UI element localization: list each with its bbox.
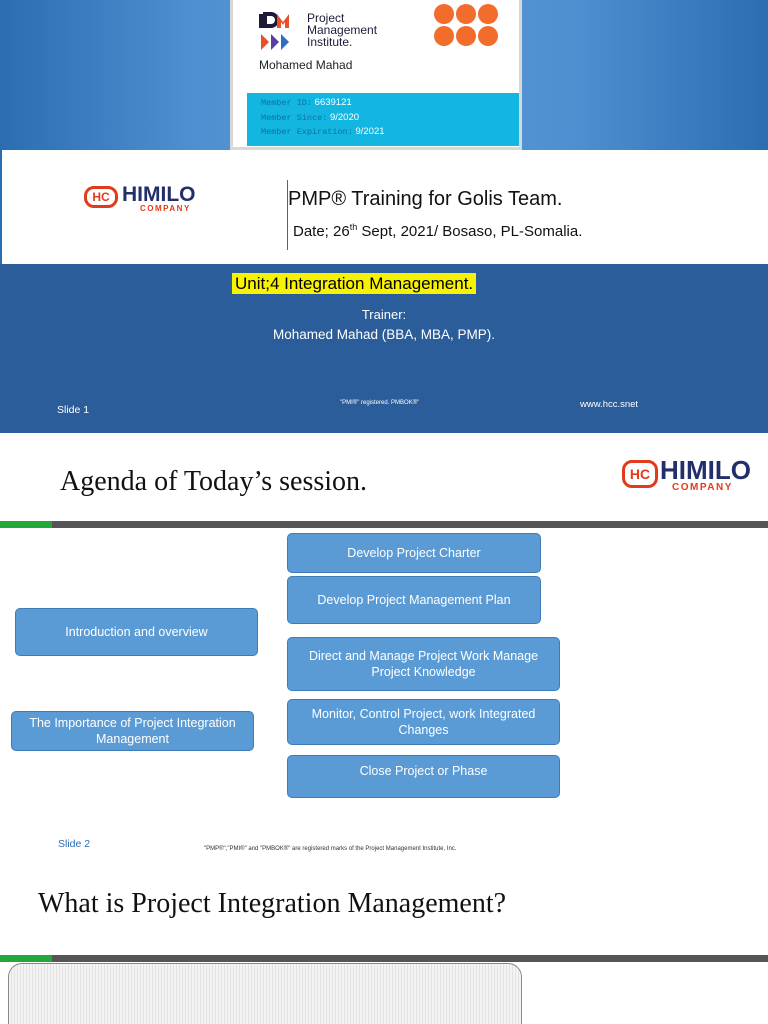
trainer-name: Mohamed Mahad (BBA, MBA, PMP).: [272, 327, 496, 342]
agenda-box-close-project: Close Project or Phase: [287, 755, 560, 798]
agenda-box-introduction: Introduction and overview: [15, 608, 258, 656]
registration-note: "PMP®","PMI®" and "PMBOK®" are registered marks of the Project Management Institute, Inc.: [204, 846, 457, 852]
member-expiration-label: Member Expiration:: [261, 127, 353, 137]
hc-logo-mark: HC: [622, 460, 658, 488]
agenda-box-develop-charter: Develop Project Charter: [287, 533, 541, 573]
slide-number: Slide 2: [58, 838, 91, 850]
slide1-title: PMP® Training for Golis Team.: [288, 188, 563, 210]
accent-bar-gray: [52, 955, 768, 962]
company-wordmark: COMPANY: [140, 204, 191, 213]
himilo-company-logo: [622, 455, 762, 496]
pmi-org-line: Management: [307, 23, 378, 37]
pmi-membership-card: [230, 0, 522, 150]
date-superscript: th: [349, 222, 358, 232]
agenda-box-direct-manage: Direct and Manage Project Work Manage Project Knowledge: [287, 637, 560, 691]
member-id-label: Member ID:: [261, 98, 313, 108]
member-id-value: 6639121: [314, 97, 352, 108]
himilo-wordmark: HIMILO: [660, 455, 751, 485]
member-since-label: Member Since:: [261, 112, 328, 123]
trainer-label: Trainer:: [361, 307, 407, 322]
himilo-wordmark: HIMILO: [122, 183, 196, 206]
himilo-company-logo: [84, 183, 224, 216]
unit-title: Unit;4 Integration Management.: [232, 273, 476, 294]
agenda-box-develop-plan: Develop Project Management Plan: [287, 576, 541, 624]
member-since-value: 9/2020: [329, 111, 360, 123]
accent-bar-gray: [52, 521, 768, 528]
content-image-frame: [8, 963, 522, 1024]
agenda-box-monitor-control: Monitor, Control Project, work Integrated Changes: [287, 699, 560, 745]
hc-logo-mark: HC: [84, 186, 118, 208]
slide1-date: [293, 222, 582, 240]
member-expiration-value: 9/2021: [355, 126, 385, 137]
slide2-title: Agenda of Today’s session.: [60, 466, 368, 497]
accent-bar-green: [0, 955, 52, 962]
website-link: www.hcc.snet: [580, 399, 639, 410]
member-id-row: [261, 96, 519, 111]
registration-note: "PMI®" registered. PMBOK®": [340, 400, 420, 406]
agenda-box-importance: The Importance of Project Integration Management: [11, 711, 254, 751]
company-wordmark: COMPANY: [672, 482, 733, 493]
date-suffix: Sept, 2021/ Bosaso, PL-Somalia.: [357, 223, 583, 240]
pmi-org-name: [307, 12, 427, 48]
member-expiration-row: [261, 125, 519, 140]
orange-dots-icon: [433, 3, 499, 47]
member-since-row: [261, 111, 519, 126]
date-prefix: Date; 26: [293, 223, 350, 240]
member-details-band: [247, 93, 519, 146]
slide3-title: What is Project Integration Management?: [38, 888, 507, 919]
slide-number: Slide 1: [57, 404, 90, 416]
accent-bar-green: [0, 521, 52, 528]
pmi-org-line: Project: [307, 11, 345, 25]
pmi-org-line: Institute.: [307, 35, 353, 49]
member-name: Mohamed Mahad: [259, 58, 353, 72]
